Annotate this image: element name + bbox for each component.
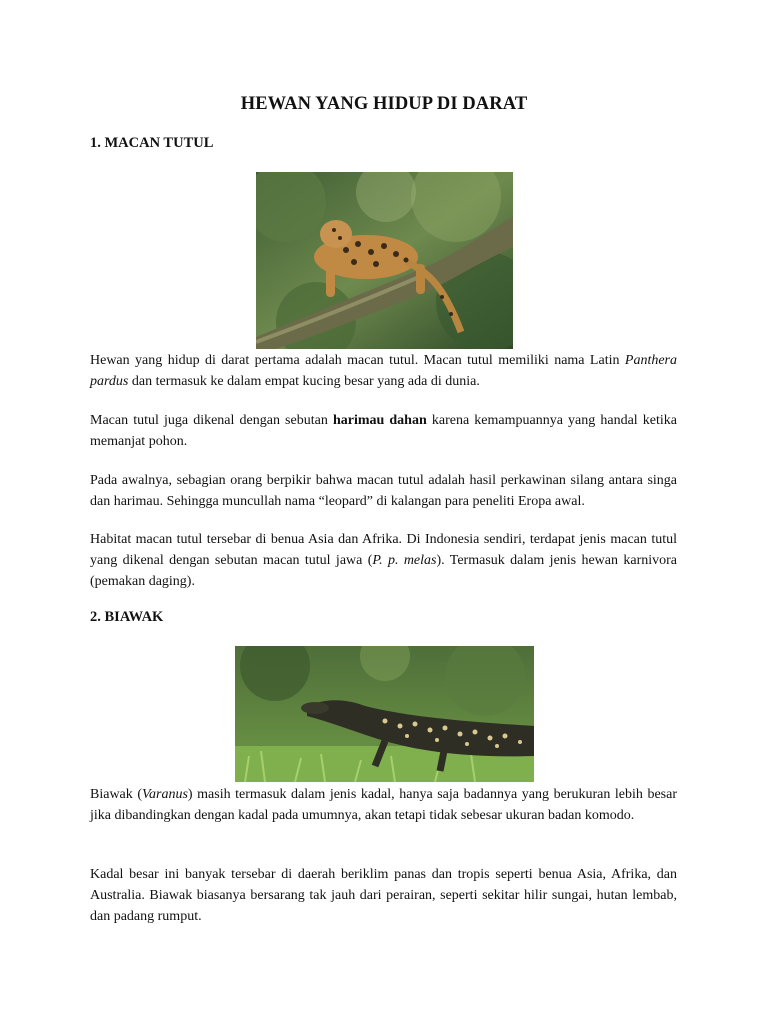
section-heading-macan-tutul: 1. MACAN TUTUL [90,135,214,151]
latin-name: Varanus [142,787,188,802]
paragraph [90,350,677,392]
paragraph [90,529,677,592]
text-run: Pada awalnya, sebagian orang berpikir bahwa macan tutul adalah hasil perkawinan silang antara singa dan harimau. Sehingga muncullah nama “leopard” di kalangan para peneliti Eropa awal. [90,473,677,509]
text-run: karena kemampuannya yang handal ketika memanjat pohon. [90,413,677,449]
leopard-photo [256,172,513,349]
section-heading-biawak: 2. BIAWAK [90,609,164,625]
page-title: HEWAN YANG HIDUP DI DARAT [240,94,528,114]
text-run: Biawak ( [90,787,142,802]
paragraph [90,470,677,512]
text-run: ) masih termasuk dalam jenis kadal, hanya saja badannya yang berukuran lebih besar jika dibandingkan dengan kadal pada umumnya, akan tetapi tidak sebesar ukuran badan komodo. [90,787,677,823]
text-run: ). Termasuk dalam jenis hewan karnivora (pemakan daging). [90,553,677,589]
text-run: Macan tutul juga dikenal dengan sebutan [90,413,333,428]
bold-term: harimau dahan [332,413,427,428]
monitor-lizard-photo [235,646,534,782]
latin-name: P. p. melas [372,553,437,568]
text-run: Habitat macan tutul tersebar di benua Asia dan Afrika. Di Indonesia sendiri, terdapat jenis macan tutul yang dikenal dengan sebutan macan tutul jawa ( [90,532,677,568]
text-run: dan termasuk ke dalam empat kucing besar yang ada di dunia. [128,374,480,389]
paragraph [90,864,677,927]
latin-name: Panthera pardus [90,353,677,389]
text-run: Hewan yang hidup di darat pertama adalah macan tutul. Macan tutul memiliki nama Latin [90,353,625,368]
text-run: Kadal besar ini banyak tersebar di daerah beriklim panas dan tropis seperti benua Asia, Afrika, dan Australia. Biawak biasanya bersarang tak jauh dari perairan, seperti sekitar hilir sungai, hutan lembab, dan padang rumput. [90,867,677,924]
paragraph [90,784,677,826]
paragraph [90,410,677,452]
